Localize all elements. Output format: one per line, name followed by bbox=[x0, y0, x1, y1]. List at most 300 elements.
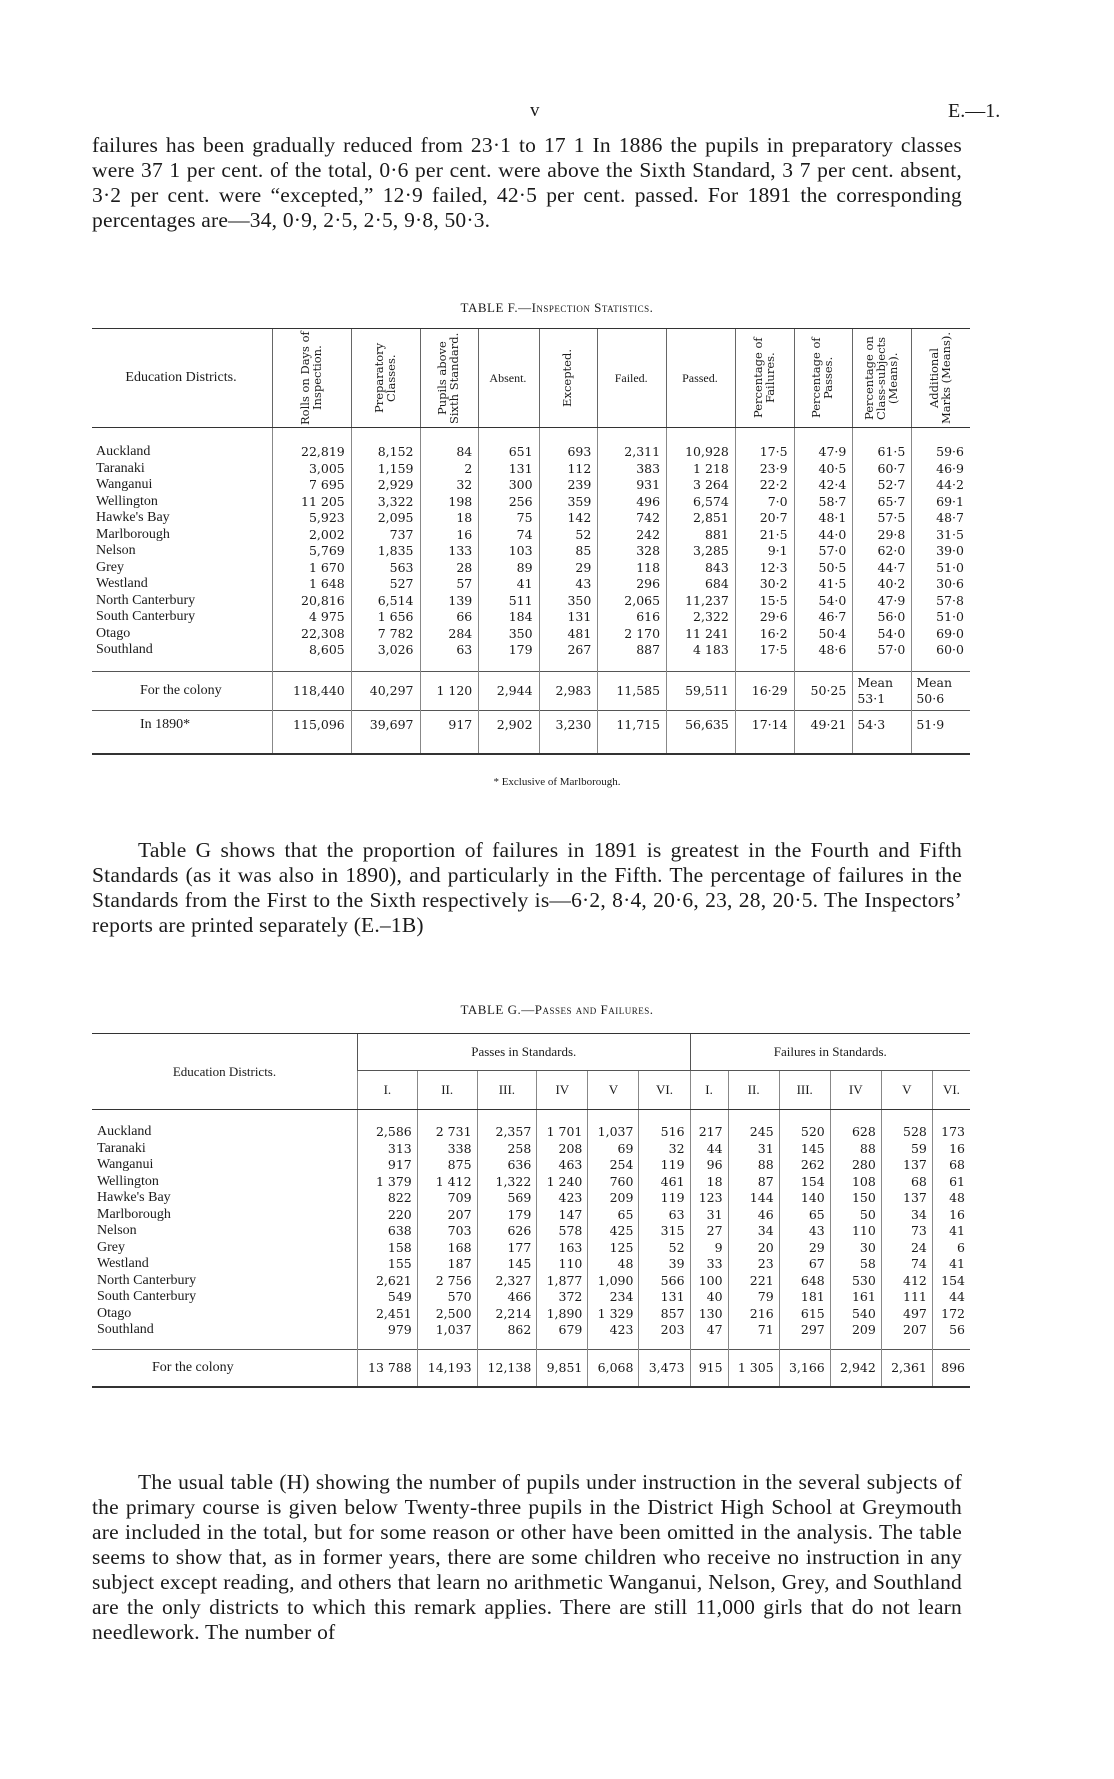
table-cell: 1,835 bbox=[351, 543, 420, 560]
table-cell: 626 bbox=[477, 1223, 537, 1240]
district-name: Wellington bbox=[97, 1173, 159, 1189]
table-cell: 41 bbox=[479, 576, 539, 593]
table-cell: 2,214 bbox=[477, 1306, 537, 1323]
table-cell: 737 bbox=[351, 527, 420, 544]
table-cell: 56·0 bbox=[853, 609, 912, 626]
table-cell: 1 305 bbox=[728, 1349, 779, 1387]
table-cell: 284 bbox=[420, 626, 479, 643]
table-cell: 267 bbox=[539, 642, 598, 671]
district-name: Hawke's Bay bbox=[97, 1190, 171, 1205]
table-cell: 857 bbox=[639, 1306, 690, 1323]
table-cell: 207 bbox=[417, 1207, 477, 1224]
district-name: Auckland bbox=[97, 1124, 152, 1139]
table-cell: 110 bbox=[537, 1256, 588, 1273]
table-cell: 155 bbox=[358, 1256, 418, 1273]
table-cell: 10,928 bbox=[667, 428, 736, 461]
table-cell: 18 bbox=[420, 510, 479, 527]
page-number: v bbox=[530, 100, 540, 121]
table-cell: 2,357 bbox=[477, 1110, 537, 1141]
table-cell: 5,923 bbox=[273, 510, 352, 527]
table-cell: 61 bbox=[932, 1174, 970, 1191]
table-row bbox=[92, 609, 970, 626]
table-cell: 693 bbox=[539, 428, 598, 461]
col-header-districts: Education Districts. bbox=[92, 329, 273, 428]
table-cell: 173 bbox=[932, 1110, 970, 1141]
table-row bbox=[92, 560, 970, 577]
table-cell: 172 bbox=[932, 1306, 970, 1323]
table-cell: 96 bbox=[690, 1157, 728, 1174]
table-cell: 2,361 bbox=[881, 1349, 932, 1387]
table-cell: 254 bbox=[588, 1157, 639, 1174]
table-cell: 71 bbox=[728, 1322, 779, 1349]
table-cell: 31·5 bbox=[912, 527, 970, 544]
district-name: Southland bbox=[97, 1322, 154, 1337]
failures-std-1: I. bbox=[690, 1071, 728, 1110]
table-cell: 154 bbox=[932, 1273, 970, 1290]
table-cell: 563 bbox=[351, 560, 420, 577]
table-f-inspection-statistics bbox=[92, 328, 970, 755]
col-header-pct-failures: Percentage of Failures. bbox=[735, 329, 794, 428]
table-cell: 887 bbox=[598, 642, 667, 671]
table-cell: 466 bbox=[477, 1289, 537, 1306]
colony-class-subjects-mean: Mean 53·1 bbox=[853, 671, 912, 710]
table-cell: 8,152 bbox=[351, 428, 420, 461]
table-cell: 48 bbox=[588, 1256, 639, 1273]
table-cell: 41 bbox=[932, 1223, 970, 1240]
table-cell: 17·5 bbox=[735, 428, 794, 461]
table-f-footnote: * Exclusive of Marlborough. bbox=[493, 776, 621, 788]
table-cell: 22,819 bbox=[273, 428, 352, 461]
table-cell: 7 782 bbox=[351, 626, 420, 643]
table-cell: 46 bbox=[728, 1207, 779, 1224]
table-cell: 16 bbox=[932, 1207, 970, 1224]
table-row bbox=[92, 1240, 970, 1257]
table-cell: 62·0 bbox=[853, 543, 912, 560]
table-cell: 2,095 bbox=[351, 510, 420, 527]
table-cell: 221 bbox=[728, 1273, 779, 1290]
table-row bbox=[92, 1223, 970, 1240]
table-cell: 496 bbox=[598, 494, 667, 511]
table-cell: 931 bbox=[598, 477, 667, 494]
table-cell: 57·5 bbox=[853, 510, 912, 527]
table-cell: 50·4 bbox=[794, 626, 853, 643]
table-cell: 2 bbox=[420, 461, 479, 478]
table-row bbox=[92, 1157, 970, 1174]
table-cell: 29 bbox=[779, 1240, 830, 1257]
table-cell: 18 bbox=[690, 1174, 728, 1191]
district-name: Wellington bbox=[96, 493, 158, 509]
table-cell: 359 bbox=[539, 494, 598, 511]
table-cell: 52 bbox=[639, 1240, 690, 1257]
table-cell: 57·8 bbox=[912, 593, 970, 610]
table-cell: 44·2 bbox=[912, 477, 970, 494]
district-name: Wanganui bbox=[96, 477, 153, 492]
table-cell: 1,877 bbox=[537, 1273, 588, 1290]
table-cell: 39·0 bbox=[912, 543, 970, 560]
table-row bbox=[92, 1110, 970, 1141]
col-header-above-sixth: Pupils above Sixth Standard. bbox=[420, 329, 479, 428]
col-header-additional-marks: Additional Marks (Means). bbox=[912, 329, 970, 428]
table-cell: 34 bbox=[881, 1207, 932, 1224]
table-cell: 516 bbox=[639, 1110, 690, 1141]
table-cell: 217 bbox=[690, 1110, 728, 1141]
district-name: Wanganui bbox=[97, 1157, 154, 1172]
table-cell: 297 bbox=[779, 1322, 830, 1349]
table-cell: 1 218 bbox=[667, 461, 736, 478]
district-name: Grey bbox=[96, 559, 124, 575]
district-name: Otago bbox=[97, 1305, 132, 1321]
table-cell: 44·0 bbox=[794, 527, 853, 544]
table-f-body bbox=[92, 428, 970, 672]
passes-std-3: III. bbox=[477, 1071, 537, 1110]
table-cell: 68 bbox=[881, 1174, 932, 1191]
table-cell: 651 bbox=[479, 428, 539, 461]
table-cell: 684 bbox=[667, 576, 736, 593]
table-cell: 59·6 bbox=[912, 428, 970, 461]
table-cell: 8,605 bbox=[273, 642, 352, 671]
table-cell: 3,473 bbox=[639, 1349, 690, 1387]
table-cell: 569 bbox=[477, 1190, 537, 1207]
table-row bbox=[92, 1306, 970, 1323]
table-cell: 2,942 bbox=[830, 1349, 881, 1387]
col-header-excepted: Excepted. bbox=[539, 329, 598, 428]
table-cell: 220 bbox=[358, 1207, 418, 1224]
table-cell: 30·2 bbox=[735, 576, 794, 593]
table-cell: 1 240 bbox=[537, 1174, 588, 1191]
table-cell: 423 bbox=[537, 1190, 588, 1207]
district-name: Grey bbox=[97, 1239, 125, 1255]
table-cell: 47·9 bbox=[794, 428, 853, 461]
table-g-title bbox=[0, 1002, 1114, 1018]
table-cell: 103 bbox=[479, 543, 539, 560]
table-row bbox=[92, 510, 970, 527]
table-cell: 61·5 bbox=[853, 428, 912, 461]
table-cell: 1 656 bbox=[351, 609, 420, 626]
table-cell: 23 bbox=[728, 1256, 779, 1273]
table-cell: 979 bbox=[358, 1322, 418, 1349]
table-cell: 142 bbox=[539, 510, 598, 527]
table-cell: 161 bbox=[830, 1289, 881, 1306]
table-row bbox=[92, 428, 970, 461]
table-cell: 703 bbox=[417, 1223, 477, 1240]
district-name: Taranaki bbox=[97, 1140, 146, 1156]
table-cell: 256 bbox=[479, 494, 539, 511]
table-cell: 16 bbox=[420, 527, 479, 544]
table-cell: 184 bbox=[479, 609, 539, 626]
table-cell: 481 bbox=[539, 626, 598, 643]
table-cell: 137 bbox=[881, 1157, 932, 1174]
table-cell: 875 bbox=[417, 1157, 477, 1174]
table-cell: 2 756 bbox=[417, 1273, 477, 1290]
table-cell: 16·2 bbox=[735, 626, 794, 643]
table-cell: 40·2 bbox=[853, 576, 912, 593]
table-cell: 2,500 bbox=[417, 1306, 477, 1323]
district-name: Nelson bbox=[96, 543, 136, 558]
table-cell: 9 bbox=[690, 1240, 728, 1257]
table-cell: 57 bbox=[420, 576, 479, 593]
table-cell: 29 bbox=[539, 560, 598, 577]
table-cell: 760 bbox=[588, 1174, 639, 1191]
table-cell: 57·0 bbox=[794, 543, 853, 560]
table-cell: 423 bbox=[588, 1322, 639, 1349]
table-cell: 79 bbox=[728, 1289, 779, 1306]
table-cell: 43 bbox=[779, 1223, 830, 1240]
table-cell: 31 bbox=[728, 1141, 779, 1158]
table-cell: 2,621 bbox=[358, 1273, 418, 1290]
table-cell: 1 648 bbox=[273, 576, 352, 593]
table-cell: 2 731 bbox=[417, 1110, 477, 1141]
table-cell: 145 bbox=[477, 1256, 537, 1273]
table-cell: 350 bbox=[539, 593, 598, 610]
table-cell: 111 bbox=[881, 1289, 932, 1306]
table-cell: 73 bbox=[881, 1223, 932, 1240]
table-row bbox=[92, 593, 970, 610]
table-cell: 822 bbox=[358, 1190, 418, 1207]
table-cell: 742 bbox=[598, 510, 667, 527]
table-cell: 3,166 bbox=[779, 1349, 830, 1387]
col-header-pct-passes: Percentage of Passes. bbox=[794, 329, 853, 428]
table-cell: 46·9 bbox=[912, 461, 970, 478]
table-cell: 41·5 bbox=[794, 576, 853, 593]
table-cell: 628 bbox=[830, 1110, 881, 1141]
table-cell: 119 bbox=[639, 1190, 690, 1207]
district-name: Westland bbox=[96, 576, 148, 591]
table-cell: 11 241 bbox=[667, 626, 736, 643]
table-cell: 65 bbox=[588, 1207, 639, 1224]
table-cell: 40 bbox=[690, 1289, 728, 1306]
table-cell: 158 bbox=[358, 1240, 418, 1257]
table-cell: 47 bbox=[690, 1322, 728, 1349]
table-cell: 245 bbox=[728, 1110, 779, 1141]
table-cell: 50 bbox=[830, 1207, 881, 1224]
table-cell: 209 bbox=[588, 1190, 639, 1207]
table-cell: 3,026 bbox=[351, 642, 420, 671]
table-cell: 39 bbox=[639, 1256, 690, 1273]
table-cell: 528 bbox=[881, 1110, 932, 1141]
table-cell: 203 bbox=[639, 1322, 690, 1349]
table-cell: 3,005 bbox=[273, 461, 352, 478]
table-cell: 139 bbox=[420, 593, 479, 610]
passes-std-5: V bbox=[588, 1071, 639, 1110]
district-name: South Canterbury bbox=[96, 609, 196, 624]
table-cell: 110 bbox=[830, 1223, 881, 1240]
passes-std-6: VI. bbox=[639, 1071, 690, 1110]
table-cell: 425 bbox=[588, 1223, 639, 1240]
table-cell: 6 bbox=[932, 1240, 970, 1257]
table-cell: 131 bbox=[539, 609, 598, 626]
table-row bbox=[92, 494, 970, 511]
failures-std-6: VI. bbox=[932, 1071, 970, 1110]
table-cell: 917 bbox=[358, 1157, 418, 1174]
table-cell: 1,037 bbox=[417, 1322, 477, 1349]
col-header-absent: Absent. bbox=[479, 329, 539, 428]
table-cell: 234 bbox=[588, 1289, 639, 1306]
table-cell: 150 bbox=[830, 1190, 881, 1207]
table-cell: 15·5 bbox=[735, 593, 794, 610]
table-cell: 89 bbox=[479, 560, 539, 577]
table-cell: 131 bbox=[479, 461, 539, 478]
table-cell: 42·4 bbox=[794, 477, 853, 494]
district-name: Hawke's Bay bbox=[96, 510, 170, 525]
table-cell: 100 bbox=[690, 1273, 728, 1290]
failures-std-5: V bbox=[881, 1071, 932, 1110]
table-cell: 69·0 bbox=[912, 626, 970, 643]
group-header-passes: Passes in Standards. bbox=[358, 1034, 691, 1071]
col-header-passed: Passed. bbox=[667, 329, 736, 428]
table-cell: 2,065 bbox=[598, 593, 667, 610]
table-cell: 147 bbox=[537, 1207, 588, 1224]
passes-std-4: IV bbox=[537, 1071, 588, 1110]
table-cell: 13 788 bbox=[358, 1349, 418, 1387]
table-cell: 69·1 bbox=[912, 494, 970, 511]
table-cell: 47·9 bbox=[853, 593, 912, 610]
table-cell: 412 bbox=[881, 1273, 932, 1290]
table-cell: 163 bbox=[537, 1240, 588, 1257]
table-cell: 51·0 bbox=[912, 560, 970, 577]
table-cell: 328 bbox=[598, 543, 667, 560]
district-name: Westland bbox=[97, 1256, 149, 1271]
table-cell: 5,769 bbox=[273, 543, 352, 560]
district-name: Marlborough bbox=[96, 526, 170, 542]
table-cell: 34 bbox=[728, 1223, 779, 1240]
table-cell: 648 bbox=[779, 1273, 830, 1290]
col-header-failed: Failed. bbox=[598, 329, 667, 428]
table-cell: 3 264 bbox=[667, 477, 736, 494]
table-cell: 2 170 bbox=[598, 626, 667, 643]
table-row bbox=[92, 642, 970, 671]
table-row bbox=[92, 1273, 970, 1290]
table-cell: 3,285 bbox=[667, 543, 736, 560]
table-cell: 179 bbox=[479, 642, 539, 671]
table-cell: 530 bbox=[830, 1273, 881, 1290]
passes-std-2: II. bbox=[417, 1071, 477, 1110]
table-row bbox=[92, 626, 970, 643]
table-cell: 177 bbox=[477, 1240, 537, 1257]
failures-std-2: II. bbox=[728, 1071, 779, 1110]
table-cell: 2,002 bbox=[273, 527, 352, 544]
table-cell: 463 bbox=[537, 1157, 588, 1174]
table-cell: 33 bbox=[690, 1256, 728, 1273]
table-cell: 198 bbox=[420, 494, 479, 511]
table-cell: 22·2 bbox=[735, 477, 794, 494]
table-f-header-row bbox=[92, 329, 970, 428]
paragraph-table-h: The usual table (H) showing the number of pupils under instruction in the several subjects of the primary course is given below Twenty-three pupils in the District High School at Greymouth are included in the total, but for some reason or other have been omitted in the analysis. The table seems to show that, as in former years, there are some children who receive no instruction in any subject except reading, and others that learn no arithmetic Wanganui, Nelson, Grey, and Southland are the only districts to which this remark applies. There are still 11,000 girls that do not learn needlework. The number of bbox=[92, 1470, 962, 1644]
table-cell: 4 975 bbox=[273, 609, 352, 626]
table-row bbox=[92, 477, 970, 494]
table-cell: 578 bbox=[537, 1223, 588, 1240]
table-cell: 915 bbox=[690, 1349, 728, 1387]
table-cell: 7·0 bbox=[735, 494, 794, 511]
table-cell: 52·7 bbox=[853, 477, 912, 494]
table-cell: 60·0 bbox=[912, 642, 970, 671]
table-cell: 65·7 bbox=[853, 494, 912, 511]
table-cell: 88 bbox=[830, 1141, 881, 1158]
table-cell: 68 bbox=[932, 1157, 970, 1174]
table-cell: 4 183 bbox=[667, 642, 736, 671]
table-cell: 1,037 bbox=[588, 1110, 639, 1141]
table-cell: 27 bbox=[690, 1223, 728, 1240]
table-cell: 372 bbox=[537, 1289, 588, 1306]
district-name: Taranaki bbox=[96, 460, 145, 476]
table-cell: 207 bbox=[881, 1322, 932, 1349]
table-cell: 1,890 bbox=[537, 1306, 588, 1323]
table-cell: 60·7 bbox=[853, 461, 912, 478]
col-header-districts: Education Districts. bbox=[92, 1034, 358, 1110]
table-cell: 133 bbox=[420, 543, 479, 560]
table-cell: 84 bbox=[420, 428, 479, 461]
table-cell: 1,090 bbox=[588, 1273, 639, 1290]
group-header-failures: Failures in Standards. bbox=[690, 1034, 970, 1071]
failures-std-4: IV bbox=[830, 1071, 881, 1110]
table-cell: 154 bbox=[779, 1174, 830, 1191]
row-label: For the colony bbox=[92, 1349, 358, 1387]
district-name: Nelson bbox=[97, 1223, 137, 1238]
colony-additional-marks-mean: Mean 50·6 bbox=[912, 671, 970, 710]
table-cell: 461 bbox=[639, 1174, 690, 1191]
table-g-colony-row bbox=[92, 1349, 970, 1387]
table-cell: 566 bbox=[639, 1273, 690, 1290]
district-name: Marlborough bbox=[97, 1206, 171, 1222]
table-row bbox=[92, 1289, 970, 1306]
table-cell: 58 bbox=[830, 1256, 881, 1273]
table-cell: 46·7 bbox=[794, 609, 853, 626]
table-cell: 638 bbox=[358, 1223, 418, 1240]
table-cell: 29·8 bbox=[853, 527, 912, 544]
table-cell: 1,322 bbox=[477, 1174, 537, 1191]
table-cell: 615 bbox=[779, 1306, 830, 1323]
table-cell: 52 bbox=[539, 527, 598, 544]
table-cell: 43 bbox=[539, 576, 598, 593]
table-f-title bbox=[0, 300, 1114, 316]
district-name: Southland bbox=[96, 642, 153, 657]
table-cell: 6,574 bbox=[667, 494, 736, 511]
table-cell: 179 bbox=[477, 1207, 537, 1224]
table-cell: 527 bbox=[351, 576, 420, 593]
paragraph-intro: failures has been gradually reduced from 23·1 to 17 1 In 1886 the pupils in preparatory classes were 37 1 per cent. of the total, 0·6 per cent. were above the Sixth Standard, 3 7 per cent. absent, 3·2 per cent. were “excepted,” 12·9 failed, 42·5 per cent. passed. For 1891 the corresponding percentages are—34, 0·9, 2·5, 2·5, 9·8, 50·3. bbox=[92, 133, 962, 232]
table-cell: 66 bbox=[420, 609, 479, 626]
col-header-rolls: Rolls on Days of Inspection. bbox=[273, 329, 352, 428]
passes-std-1: I. bbox=[358, 1071, 418, 1110]
table-row bbox=[92, 1141, 970, 1158]
table-cell: 11 205 bbox=[273, 494, 352, 511]
table-cell: 168 bbox=[417, 1240, 477, 1257]
district-name: South Canterbury bbox=[97, 1289, 197, 1304]
table-cell: 843 bbox=[667, 560, 736, 577]
table-g-title-main: Passes and Failures. bbox=[534, 1002, 654, 1017]
table-cell: 17·5 bbox=[735, 642, 794, 671]
table-cell: 300 bbox=[479, 477, 539, 494]
table-cell: 896 bbox=[932, 1349, 970, 1387]
table-cell: 22,308 bbox=[273, 626, 352, 643]
table-cell: 881 bbox=[667, 527, 736, 544]
table-cell: 2,851 bbox=[667, 510, 736, 527]
table-cell: 74 bbox=[479, 527, 539, 544]
district-name: Otago bbox=[96, 625, 131, 641]
table-cell: 3,322 bbox=[351, 494, 420, 511]
table-cell: 11,237 bbox=[667, 593, 736, 610]
table-cell: 636 bbox=[477, 1157, 537, 1174]
table-cell: 258 bbox=[477, 1141, 537, 1158]
table-cell: 520 bbox=[779, 1110, 830, 1141]
failures-std-3: III. bbox=[779, 1071, 830, 1110]
table-cell: 350 bbox=[479, 626, 539, 643]
table-cell: 2,451 bbox=[358, 1306, 418, 1323]
table-cell: 48·6 bbox=[794, 642, 853, 671]
table-f-title-main: Inspection Statistics. bbox=[531, 300, 654, 315]
table-cell: 187 bbox=[417, 1256, 477, 1273]
table-cell: 2,311 bbox=[598, 428, 667, 461]
table-cell: 383 bbox=[598, 461, 667, 478]
